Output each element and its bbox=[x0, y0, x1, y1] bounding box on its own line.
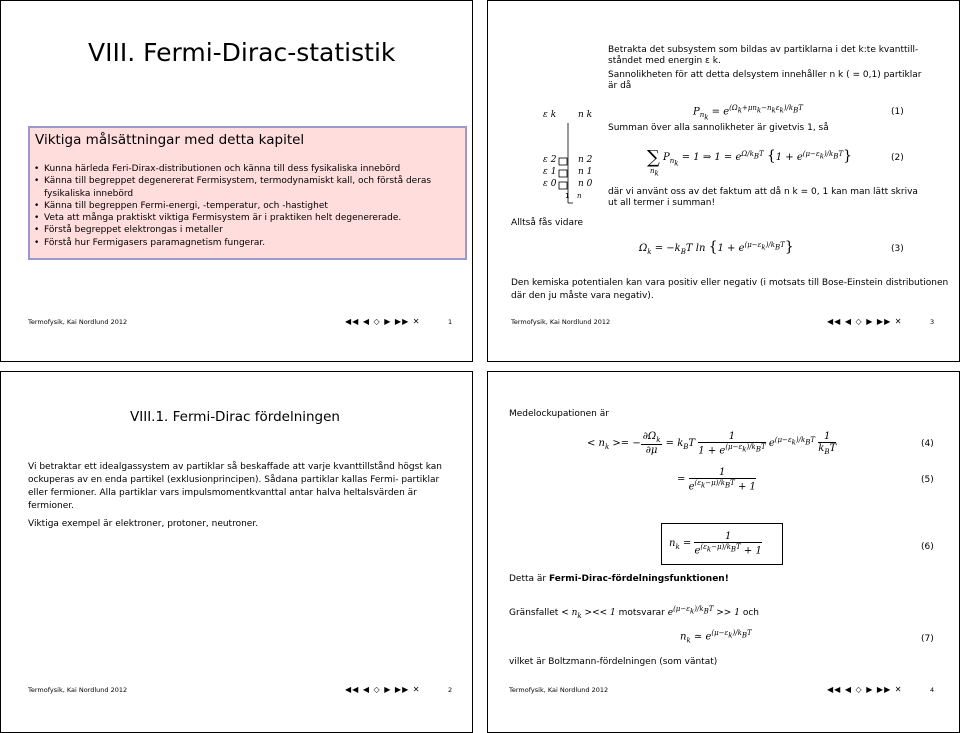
equation-3: $\Omega_k = -k_BT$ $\ln \{1 + e^{(\mu-\varepsilon_k)/k_BT}\}$ bbox=[639, 239, 794, 256]
page-number: 2 bbox=[448, 686, 453, 694]
equation-6: $n_k$ = $\frac{1}{e^{(\varepsilon_k-\mu)/k_BT} + 1}$ bbox=[669, 531, 762, 557]
fd-statement bbox=[509, 573, 729, 586]
diagram-label-energy: ε k bbox=[543, 110, 557, 120]
bottom-line: där den ju måste vara negativ). bbox=[511, 291, 654, 301]
footer-text: Termofysik, Kai Nordlund 2012 bbox=[28, 686, 128, 694]
page-number: 1 bbox=[448, 318, 453, 326]
equation-7: $n_k$ ≃ $e^{(\mu-\varepsilon_k)/k_BT}$ bbox=[680, 629, 752, 645]
slide-3 bbox=[487, 0, 960, 362]
limit-mid: motsvarar bbox=[618, 608, 665, 618]
slide-border bbox=[0, 371, 473, 733]
nav-controls[interactable]: ◀◀ ◀ ◇ ▶ ▶▶ ✕ bbox=[827, 317, 903, 326]
slide-1 bbox=[0, 0, 473, 362]
equation-number: (2) bbox=[891, 153, 904, 163]
goals-list bbox=[34, 163, 462, 249]
slide-title: Medelockupationen är bbox=[509, 409, 609, 419]
after-eq2-line: ut all termer i summan! bbox=[608, 198, 716, 208]
equation-5: = $\frac{1}{e^{(\varepsilon_k-\mu)/k_BT} + 1}$ bbox=[677, 467, 756, 493]
intro-line: ståndet med energin ε k. bbox=[608, 56, 721, 66]
sum-index: $n_k$ bbox=[650, 167, 659, 178]
examples-text: Viktiga exempel är elektroner, protoner, neutroner. bbox=[28, 519, 259, 529]
footer-text: Termofysik, Kai Nordlund 2012 bbox=[509, 686, 609, 694]
equation-number: (3) bbox=[891, 244, 904, 254]
equation-number: (7) bbox=[921, 634, 934, 644]
diagram-count-label: n 0 bbox=[578, 179, 593, 189]
list-item: • Känna till begreppet degenererat Fermisystem, termodynamiskt kall, och förstå deras fysikaliska innebörd bbox=[34, 175, 462, 200]
slide-2 bbox=[0, 371, 473, 733]
diagram-count-label: n 2 bbox=[578, 155, 593, 165]
equation-4: < $n_k$ >= − $\frac{\partial\Omega_k}{\partial\mu}$ = $k_BT$ $\frac{1}{1 + e^{(\mu-\varepsilon_k)/k_BT}}$ $e^{(\mu-\varepsilon_k)/k_BT}$ $\frac{1}{k_BT}$ bbox=[587, 431, 837, 457]
energy-level-diagram bbox=[527, 108, 607, 208]
equation-1: $P_{n_k} = e^{(\Omega_k+\mu n_k-n_k\varepsilon_k)/k_BT}$ bbox=[693, 104, 803, 122]
slide-title: VIII.1. Fermi-Dirac fördelningen bbox=[130, 409, 340, 425]
intro-line: är då bbox=[608, 81, 632, 91]
page-number: 4 bbox=[930, 686, 935, 694]
intro-paragraph: Vi betraktar ett idealgassystem av partiklar så beskaffade att varje kvanttillstånd högst kan ockuperas av en enda partikel (exklusionprincipen). Sådana partiklar kallas Fermi- partiklar eller fermioner. Alla partiklar vars impulsmomentkvanttal antar halva heltalsvärden är fermioner. bbox=[28, 462, 442, 511]
limit-end: och bbox=[742, 608, 759, 618]
intro-line: Betrakta det subsystem som bildas av partiklarna i det k:te kvanttill- bbox=[608, 45, 919, 55]
equation-number: (5) bbox=[921, 475, 934, 485]
list-item: • Förstå hur Fermigasers paramagnetism fungerar. bbox=[34, 237, 462, 249]
page-number: 3 bbox=[930, 318, 935, 326]
nav-controls[interactable]: ◀◀ ◀ ◇ ▶ ▶▶ ✕ bbox=[345, 317, 421, 326]
bottom-line: Den kemiska potentialen kan vara positiv eller negativ (i motsats till Bose-Einstein distributionen bbox=[511, 278, 949, 288]
boltzmann-text: vilket är Boltzmann-fördelningen (som väntat) bbox=[509, 657, 718, 667]
slide-title: VIII. Fermi-Dirac-statistik bbox=[88, 38, 396, 67]
diagram-level-label: ε 1 bbox=[543, 167, 557, 177]
diagram-axis-one: 1 bbox=[565, 192, 570, 200]
diagram-axis-n: n bbox=[577, 192, 582, 200]
diagram-label-occupancy: n k bbox=[578, 110, 593, 120]
goals-box-title: Viktiga målsättningar med detta kapitel bbox=[35, 132, 305, 148]
footer-text: Termofysik, Kai Nordlund 2012 bbox=[511, 318, 611, 326]
limit-prefix: Gränsfallet bbox=[509, 608, 559, 618]
intro-line: Sannolikheten för att detta delsystem innehåller n k ( = 0,1) partiklar bbox=[608, 70, 922, 80]
fd-bold: Fermi-Dirac-fördelningsfunktionen! bbox=[548, 574, 729, 584]
equation-number: (6) bbox=[921, 542, 934, 552]
equation-number: (1) bbox=[891, 107, 904, 117]
limit-statement: Gränsfallet < $n_k$ ><< 1 motsvarar $e^{(\mu-\varepsilon_k)/k_BT} >> 1$ och bbox=[509, 605, 759, 620]
nav-controls[interactable]: ◀◀ ◀ ◇ ▶ ▶▶ ✕ bbox=[345, 685, 421, 694]
diagram-level-label: ε 0 bbox=[543, 179, 557, 189]
diagram-count-label: n 1 bbox=[578, 167, 593, 177]
list-item: • Veta att många praktiskt viktiga Fermisystem är i praktiken helt degenererade. bbox=[34, 212, 462, 224]
fd-prefix: Detta är bbox=[509, 574, 549, 584]
alltsa-text: Alltså fås vidare bbox=[511, 218, 584, 228]
equation-number: (4) bbox=[921, 439, 934, 449]
list-item: • Kunna härleda Feri-Dirax-distributionen och känna till dess fysikaliska innebörd bbox=[34, 163, 462, 175]
footer-text: Termofysik, Kai Nordlund 2012 bbox=[28, 318, 128, 326]
sum-text: Summan över alla sannolikheter är givetvis 1, så bbox=[608, 123, 829, 133]
equation-2: ∑ $P_{n_k} = 1$ ⇒ $1 = e^{\Omega/k_BT}$ $\{1 + e^{(\mu-\varepsilon_k)/k_BT}\}$ bbox=[647, 147, 853, 168]
goals-box bbox=[28, 126, 467, 260]
slide-4 bbox=[487, 371, 960, 733]
after-eq2-line: där vi använt oss av det faktum att då n k = 0, 1 kan man lätt skriva bbox=[608, 187, 918, 197]
nav-controls[interactable]: ◀◀ ◀ ◇ ▶ ▶▶ ✕ bbox=[827, 685, 903, 694]
diagram-level-label: ε 2 bbox=[543, 155, 557, 165]
list-item: • Känna till begreppen Fermi-energi, -temperatur, och -hastighet bbox=[34, 200, 462, 212]
list-item: • Förstå begreppet elektrongas i metaller bbox=[34, 224, 462, 236]
